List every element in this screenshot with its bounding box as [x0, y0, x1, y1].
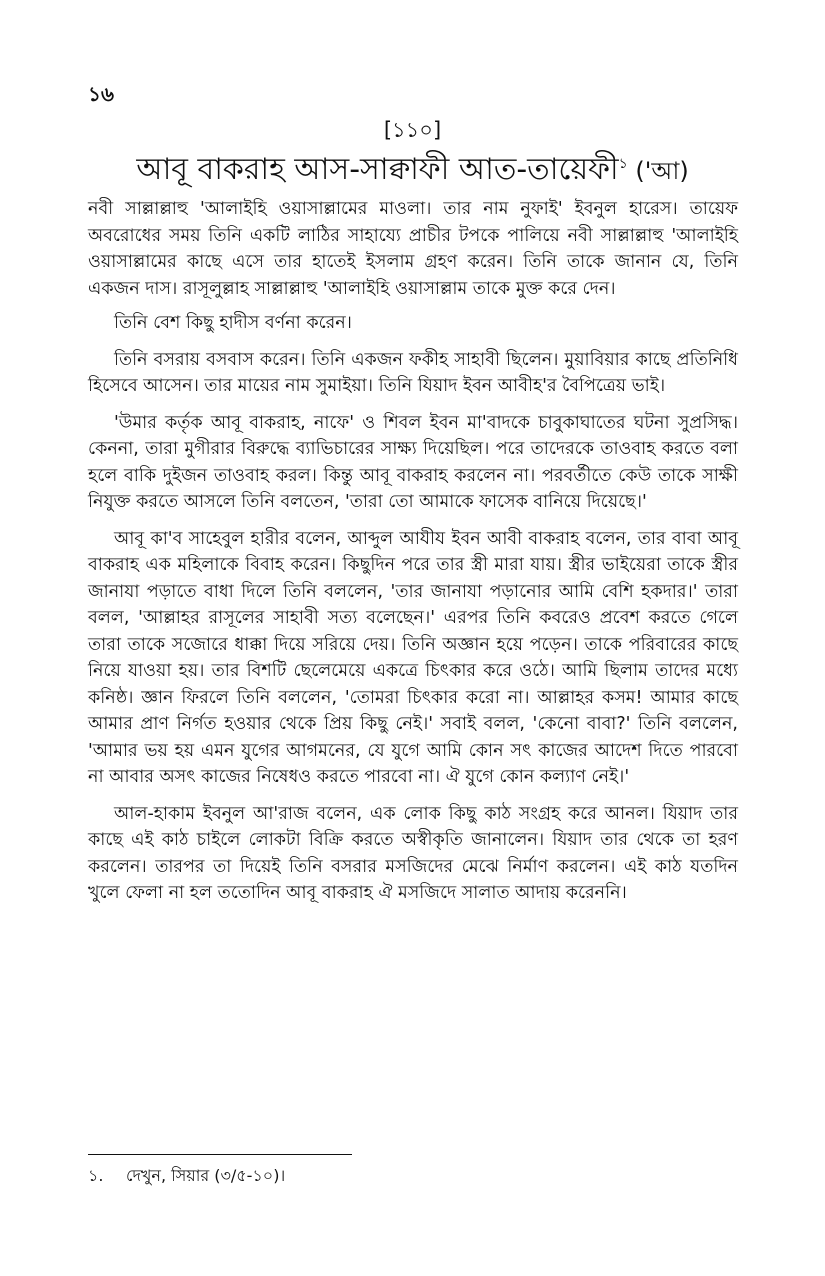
footnote-number: ১. — [88, 1166, 104, 1185]
entry-number: [১১০] — [383, 118, 442, 142]
entry-title-honorific: ('আ) — [627, 157, 689, 185]
entry-title — [0, 150, 825, 191]
body-text — [88, 196, 738, 917]
footnote — [88, 1164, 285, 1188]
footnote-text: দেখুন, সিয়ার (৩/৫-১০)। — [126, 1166, 286, 1185]
paragraph-mosque-wood: আল-হাকাম ইবনুল আ'রাজ বলেন, এক লোক কিছু কাঠ সংগ্রহ করে আনল। যিয়াদ তার কাছে এই কাঠ চাইলে লোকটা বিক্রি করতে অস্বীকৃতি জানালেন। যিয়াদ তার থেকে তা হরণ করলেন। তারপর তা দিয়েই তিনি বসরার মসজিদের মেঝে নির্মাণ করলেন। এই কাঠ যতদিন খুলে ফেলা না হল ততোদিন আবূ বাকরাহ ঐ মসজিদে সালাত আদায় করেননি। — [88, 803, 738, 903]
footnote-reference[interactable]: ১ — [618, 156, 628, 172]
paragraph-funeral-story: আবূ কা'ব সাহেবুল হারীর বলেন, আব্দুল আযীয ইবন আবী বাকরাহ বলেন, তার বাবা আবূ বাকরাহ এক মহিলাকে বিবাহ করেন। কিছুদিন পরে তার স্ত্রী মারা যায়। স্ত্রীর ভাইয়েরা তাকে স্ত্রীর জানাযা পড়াতে বাধা দিলে তিনি বললেন, 'তার জানাযা পড়ানোর আমি বেশি হকদার।' তারা বলল, 'আল্লাহর রাসূলের সাহাবী সত্য বলেছেন।' এরপর তিনি কবরেও প্রবেশ করতে গেলে তারা তাকে সজোরে ধাক্কা দিয়ে সরিয়ে দেয়। তিনি অজ্ঞান হয়ে পড়েন। তাকে পরিবারের কাছে নিয়ে যাওয়া হয়। তার বিশটি ছেলেমেয়ে একত্রে চিৎকার করে ওঠে। আমি ছিলাম তাদের মধ্যে কনিষ্ঠ। জ্ঞান ফিরলে তিনি বললেন, 'তোমরা চিৎকার করো না। আল্লাহর কসম! আমার কাছে আমার প্রাণ নির্গত হওয়ার থেকে প্রিয় কিছু নেই।' সবাই বলল, 'কেনো বাবা?' তিনি বললেন, 'আমার ভয় হয় এমন যুগের আগমনের, যে যুগে আমি কোন সৎ কাজের আদেশ দিতে পারবো না আবার অসৎ কাজের নিষেধও করতে পারবো না। ঐ যুগে কোন কল্যাণ নেই।' — [88, 528, 738, 787]
footnote-separator — [88, 1154, 352, 1155]
entry-title-name: আবূ বাকরাহ আস-সাক্বাফী আত-তায়েফী — [136, 152, 619, 187]
paragraph-testimony: 'উমার কর্তৃক আবূ বাকরাহ, নাফে' ও শিবল ইবন মা'বাদকে চাবুকাঘাতের ঘটনা সুপ্রসিদ্ধ। কেননা, তারা মুগীরার বিরুদ্ধে ব্যাভিচারের সাক্ষ্য দিয়েছিল। পরে তাদেরকে তাওবাহ করতে বলা হলে বাকি দুইজন তাওবাহ করল। কিন্তু আবূ বাকরাহ করলেন না। পরবর্তীতে কেউ তাকে সাক্ষী নিযুক্ত করতে আসলে তিনি বলতেন, 'তারা তো আমাকে ফাসেক বানিয়ে দিয়েছে।' — [88, 412, 738, 512]
paragraph-introduction: নবী সাল্লাল্লাহু 'আলাইহি ওয়াসাল্লামের মাওলা। তার নাম নুফাই' ইবনুল হারেস। তায়েফ অবরোধের সময় তিনি একটি লাঠির সাহায্যে প্রাচীর টপকে পালিয়ে নবী সাল্লাল্লাহু 'আলাইহি ওয়াসাল্লামের কাছে এসে তার হাতেই ইসলাম গ্রহণ করেন। তিনি তাকে জানান যে, তিনি একজন দাস। রাসূলুল্লাহ সাল্লাল্লাহু 'আলাইহি ওয়াসাল্লাম তাকে মুক্ত করে দেন। — [88, 199, 738, 299]
page-number: ১৬ — [88, 82, 114, 106]
paragraph-residence: তিনি বসরায় বসবাস করেন। তিনি একজন ফকীহ সাহাবী ছিলেন। মুয়াবিয়ার কাছে প্রতিনিধি হিসেবে আসেন। তার মায়ের নাম সুমাইয়া। তিনি যিয়াদ ইবন আবীহ'র বৈপিত্রেয় ভাই। — [88, 349, 738, 396]
paragraph-narrations: তিনি বেশ কিছু হাদীস বর্ণনা করেন। — [114, 313, 352, 333]
